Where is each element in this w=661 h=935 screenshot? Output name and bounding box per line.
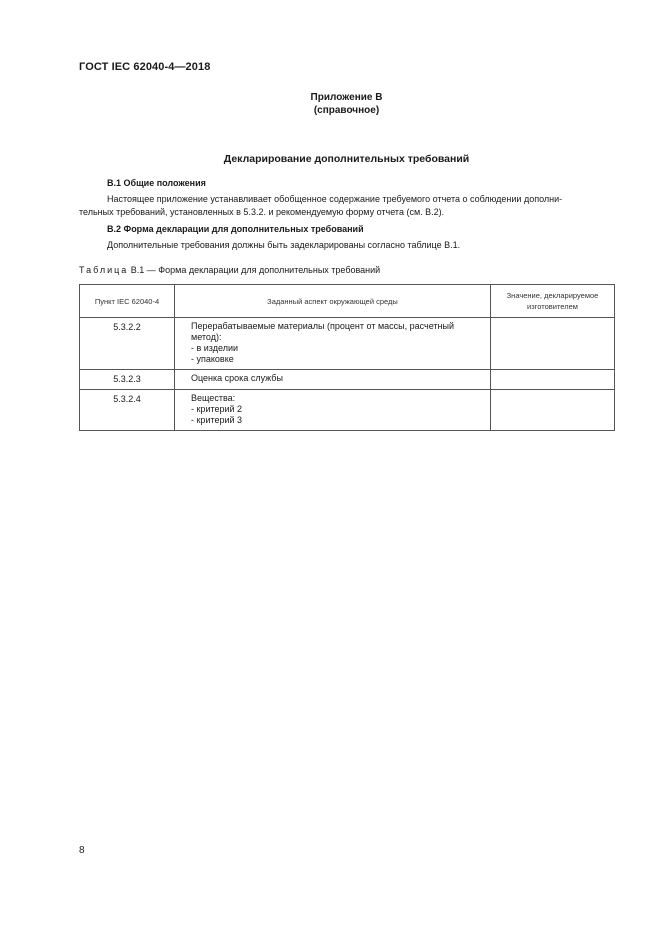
row-item: 5.3.2.2 xyxy=(80,318,175,370)
paragraph-b1-line1: Настоящее приложение устанавливает обобщенное содержание требуемого отчета о соблюдении дополни- xyxy=(107,194,563,204)
row-value xyxy=(491,370,615,390)
table-caption-label: Таблица xyxy=(79,265,129,275)
row-aspect-sub: - критерий 3 xyxy=(191,415,243,425)
row-item: 5.3.2.4 xyxy=(80,390,175,431)
heading-b1: В.1 Общие положения xyxy=(107,178,206,188)
row-aspect-sub: - в изделии xyxy=(191,343,238,353)
section-title: Декларирование дополнительных требований xyxy=(223,153,470,165)
row-item: 5.3.2.3 xyxy=(80,370,175,390)
paragraph-b1-line2: тельных требований, установленных в 5.3.2. и рекомендуемую форму отчета (см. В.2). xyxy=(79,207,445,217)
row-aspect-text: Оценка срока службы xyxy=(191,373,283,383)
page-number: 8 xyxy=(79,845,85,856)
table-caption-text: В.1 — Форма декларации для дополнительных требований xyxy=(128,265,381,275)
document-header-code: ГОСТ IEC 62040-4—2018 xyxy=(79,61,211,73)
annex-title: Приложение В xyxy=(310,92,383,103)
annex-heading xyxy=(0,91,661,117)
table-row xyxy=(80,318,615,370)
table-row xyxy=(80,370,615,390)
paragraph-b2: Дополнительные требования должны быть задекларированы согласно таблице В.1. xyxy=(107,240,461,250)
heading-b2: В.2 Форма декларации для дополнительных требований xyxy=(107,224,364,234)
row-aspect xyxy=(175,318,491,370)
row-aspect xyxy=(175,370,491,390)
row-value xyxy=(491,318,615,370)
row-aspect-sub: - критерий 2 xyxy=(191,404,243,414)
header-aspect: Заданный аспект окружающей среды xyxy=(175,285,491,318)
annex-subtitle: (справочное) xyxy=(313,105,380,116)
header-value: Значение, декларируемое изготовителем xyxy=(491,285,615,318)
row-aspect xyxy=(175,390,491,431)
row-aspect-text: Перерабатываемые материалы (процент от массы, расчетный метод): xyxy=(191,321,454,342)
row-aspect-sub: - упаковке xyxy=(191,354,234,364)
row-aspect-text: Вещества: xyxy=(191,393,236,403)
table-caption xyxy=(79,265,380,275)
table-row xyxy=(80,390,615,431)
table-header-row xyxy=(80,285,615,318)
header-item: Пункт IEC 62040-4 xyxy=(80,285,175,318)
row-value xyxy=(491,390,615,431)
declaration-table xyxy=(79,284,615,431)
